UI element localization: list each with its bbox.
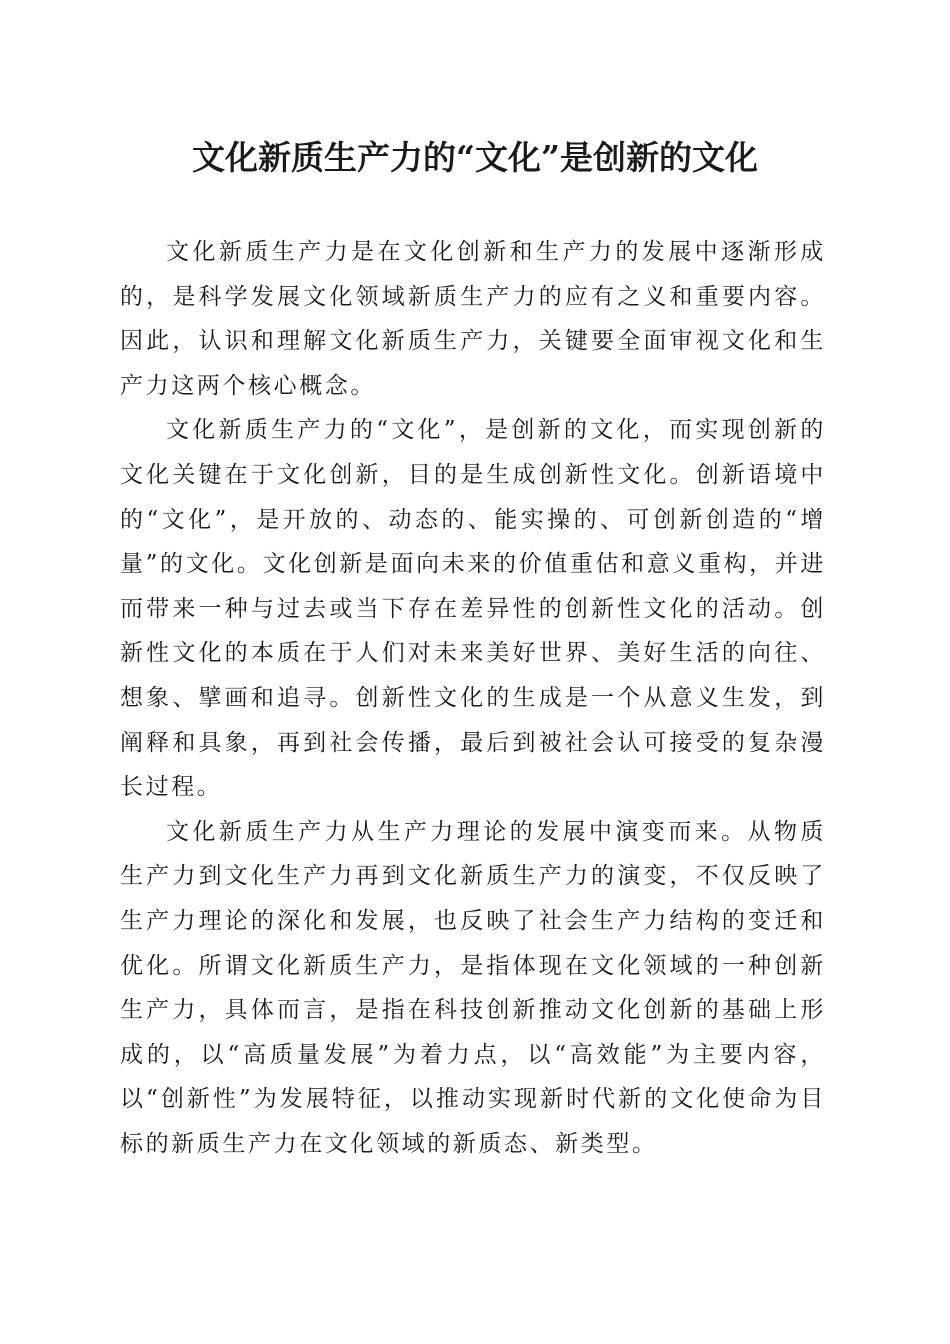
paragraph-3: 文化新质生产力从生产力理论的发展中演变而来。从物质生产力到文化生产力再到文化新质生产力的演变，不仅反映了生产力理论的深化和发展，也反映了社会生产力结构的变迁和优化。所谓文化新质生产力，是指体现在文化领域的一种创新生产力，具体而言，是指在科技创新推动文化创新的基础上形成的，以“高质量发展”为着力点，以“高效能”为主要内容，以“创新性”为发展特征，以推动实现新时代新的文化使命为目标的新质生产力在文化领域的新质态、新类型。 [120,818,826,1157]
document-body [120,230,826,1166]
paragraph-1: 文化新质生产力是在文化创新和生产力的发展中逐渐形成的，是科学发展文化领域新质生产力的应有之义和重要内容。因此，认识和理解文化新质生产力，关键要全面审视文化和生产力这两个核心概念。 [120,239,826,399]
document-title: 文化新质生产力的“文化”是创新的文化 [192,138,758,177]
paragraph-2: 文化新质生产力的“文化”，是创新的文化，而实现创新的文化关键在于文化创新，目的是生成创新性文化。创新语境中的“文化”，是开放的、动态的、能实操的、可创新创造的“增量”的文化。文化创新是面向未来的价值重估和意义重构，并进而带来一种与过去或当下存在差异性的创新性文化的活动。创新性文化的本质在于人们对未来美好世界、美好生活的向往、想象、擘画和追寻。创新性文化的生成是一个从意义生发，到阐释和具象，再到社会传播，最后到被社会认可接受的复杂漫长过程。 [120,417,826,801]
